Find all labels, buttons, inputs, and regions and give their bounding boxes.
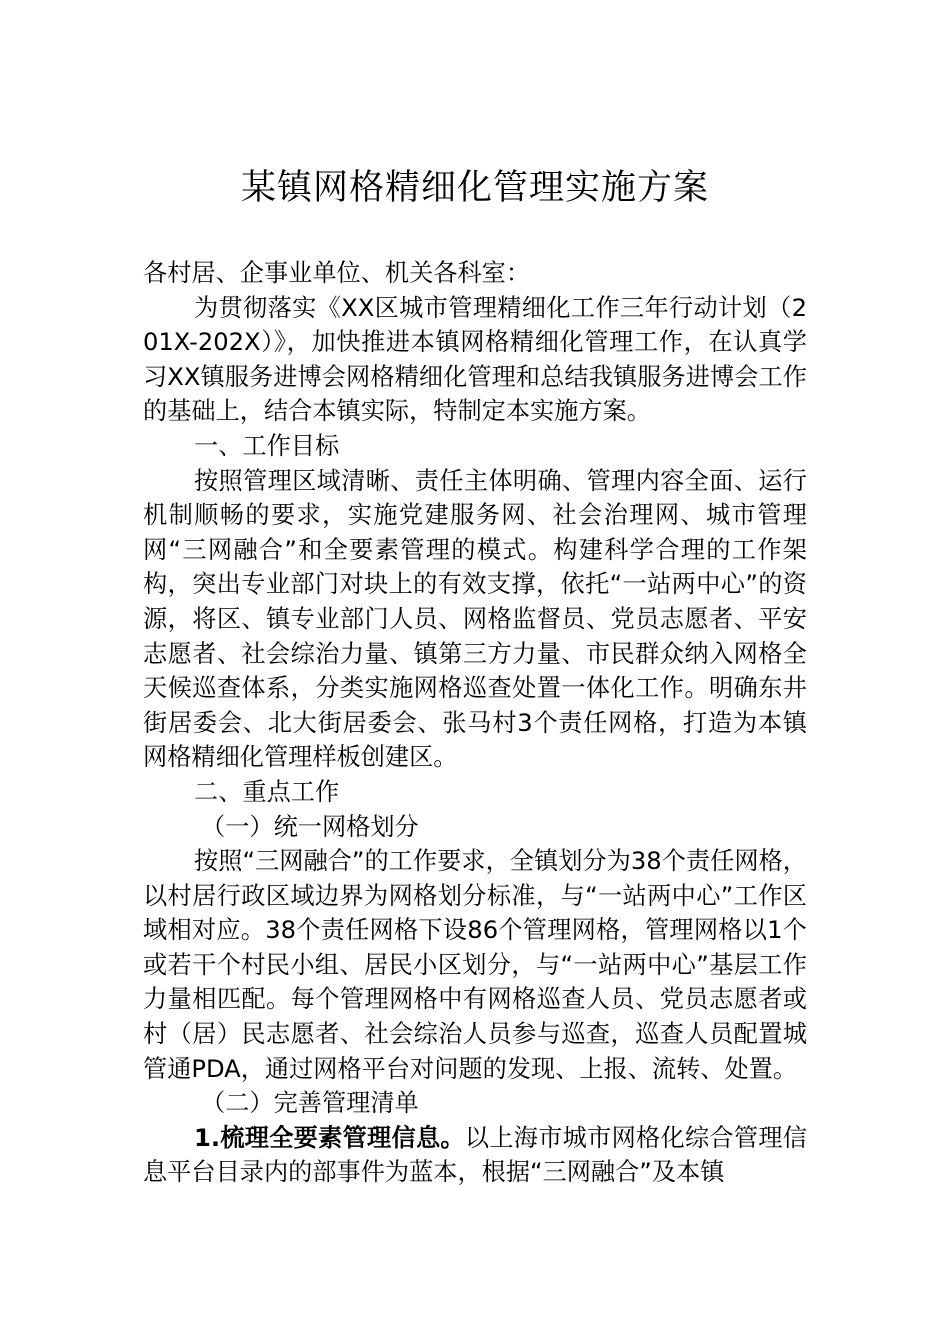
intro-paragraph: 为贯彻落实《XX区城市管理精细化工作三年行动计划（201X-202X）》，加快推进本镇网格精细化管理工作，在认真学习XX镇服务进博会网格精细化管理和总结我镇服务进博会工作的基础上，结合本镇实际，特制定本实施方案。 [143,293,807,426]
document-title: 某镇网格精细化管理实施方案 [240,168,709,208]
goals-paragraph: 按照管理区域清晰、责任主体明确、管理内容全面、运行机制顺畅的要求，实施党建服务网、社会治理网、城市管理网“三网融合”和全要素管理的模式。构建科学合理的工作架构，突出专业部门对块上的有效支撑，依托“一站两中心”的资源，将区、镇专业部门人员、网格监督员、党员志愿者、平安志愿者、社会综治力量、镇第三方力量、市民群众纳入网格全天候巡查体系，分类实施网格巡查处置一体化工作。明确东井街居委会、北大街居委会、张马村3个责任网格，打造为本镇网格精细化管理样板创建区。 [143,466,807,772]
subsection-heading-management-list: （二）完善管理清单 [201,1089,419,1118]
item-lead-bold: 1.梳理全要素管理信息。 [194,1123,465,1152]
management-info-paragraph [143,1121,807,1190]
section-heading-goals: 一、工作目标 [194,431,340,460]
subsection-heading-grid-division: （一）统一网格划分 [201,812,419,841]
salutation: 各村居、企事业单位、机关各科室： [143,259,531,287]
item-body: 以上海市城市网格化综合管理信息平台目录内的部事件为蓝本，根据“三网融合”及本镇 [143,1123,807,1187]
section-heading-key-work: 二、重点工作 [194,777,340,806]
document-body [143,256,807,1190]
grid-division-paragraph: 按照“三网融合”的工作要求，全镇划分为38个责任网格，以村居行政区域边界为网格划分标准，与“一站两中心”工作区域相对应。38个责任网格下设86个管理网格，管理网格以1个或若干个村民小组、居民小区划分，与“一站两中心”基层工作力量相匹配。每个管理网格中有网格巡查人员、党员志愿者或村（居）民志愿者、社会综治人员参与巡查，巡查人员配置城管通PDA，通过网格平台对问题的发现、上报、流转、处置。 [143,847,807,1083]
